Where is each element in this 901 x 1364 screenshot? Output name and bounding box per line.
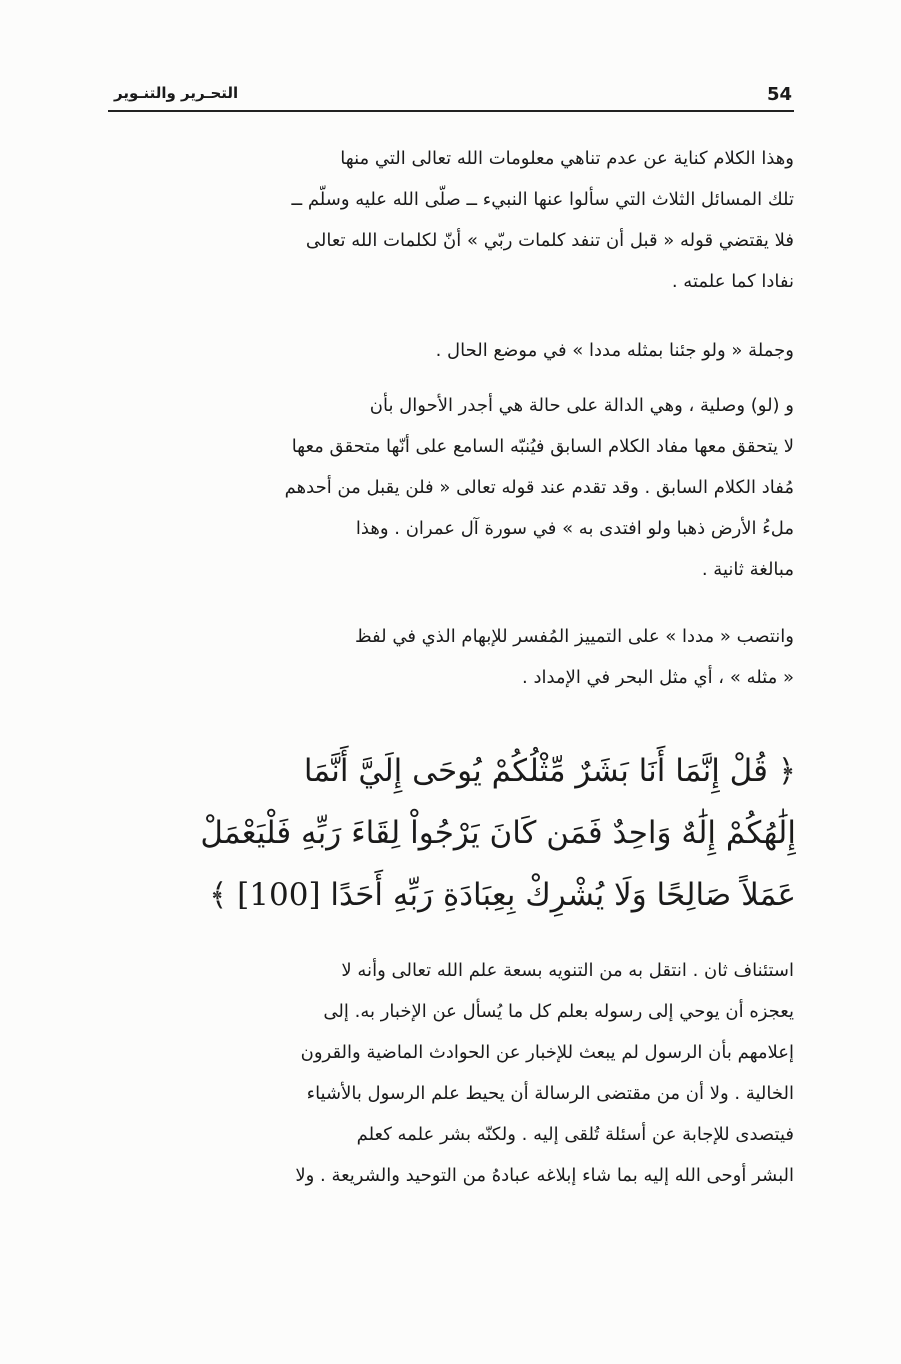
paragraph-4: [108, 616, 794, 698]
text-line: وهذا الكلام كناية عن عدم تناهي معلومات الله تعالى التي منها: [340, 148, 794, 169]
text-line: و (لو) وصلية ، وهي الدالة على حالة هي أجدر الأحوال بأن: [369, 395, 794, 416]
text-line: نفادا كما علمته .: [671, 271, 794, 292]
text-line: تلك المسائل الثلاث التي سألوا عنها النبيء ــ صلّى الله عليه وسلّم ــ: [291, 189, 794, 210]
verse-line: عَمَلاً صَالِحًا وَلَا يُشْرِكْ بِعِبَادَةِ رَبِّهِ أَحَدًا [100] ﴾: [209, 877, 796, 913]
paragraph-3: [108, 385, 794, 590]
text-line: فلا يقتضي قوله « قبل أن تنفد كلمات ربّي » أنّ لكلمات الله تعالى: [305, 230, 794, 251]
text-line: وانتصب « مددا » على التمييز المُفسر للإبهام الذي في لفظ: [354, 626, 794, 647]
quran-verse: [106, 740, 796, 926]
text-line: البشر أوحى الله إليه بما شاء إبلاغه عبادهُ من التوحيد والشريعة . ولا: [295, 1165, 794, 1186]
text-line: الخالية . ولا أن من مقتضى الرسالة أن يحيط علم الرسول بالأشياء: [306, 1083, 794, 1104]
page-number: 54: [766, 84, 792, 105]
text-line: ملءُ الأرض ذهبا ولو افتدى به » في سورة آل عمران . وهذا: [355, 518, 794, 539]
text-line: لا يتحقق معها مفاد الكلام السابق فيُنبّه السامع على أنّها متحقق معها: [291, 436, 794, 457]
paragraph-2: [108, 330, 794, 371]
text-line: فيتصدى للإجابة عن أسئلة تُلقى إليه . ولكنّه بشر علمه كعلم: [356, 1124, 794, 1145]
paragraph-5: [108, 950, 794, 1196]
text-line: مبالغة ثانية .: [701, 559, 794, 580]
text-line: مُفاد الكلام السابق . وقد تقدم عند قوله تعالى « فلن يقبل من أحدهم: [284, 477, 794, 498]
paragraph-1: [108, 138, 794, 302]
running-title: التحـرير والتنـوير: [114, 84, 239, 102]
verse-line: ﴿ قُلْ إِنَّمَا أَنَا بَشَرٌ مِّثْلُكُمْ يُوحَى إِلَيَّ أَنَّمَا: [303, 753, 796, 789]
verse-line: إِلَٰهُكُمْ إِلَٰهٌ وَاحِدٌ فَمَن كَانَ يَرْجُواْ لِقَاءَ رَبِّهِ فَلْيَعْمَلْ: [200, 815, 796, 851]
text-line: « مثله » ، أي مثل البحر في الإمداد .: [522, 667, 794, 688]
text-line: يعجزه أن يوحي إلى رسوله بعلم كل ما يُسأل عن الإخبار به. إلى: [323, 1001, 794, 1022]
text-line: استئناف ثان . انتقل به من التنويه بسعة علم الله تعالى وأنه لا: [341, 960, 794, 981]
text-line: وجملة « ولو جئنا بمثله مددا » في موضع الحال .: [435, 340, 794, 361]
text-line: إعلامهم بأن الرسول لم يبعث للإخبار عن الحوادث الماضية والقرون: [300, 1042, 794, 1063]
page-header: [108, 82, 794, 112]
